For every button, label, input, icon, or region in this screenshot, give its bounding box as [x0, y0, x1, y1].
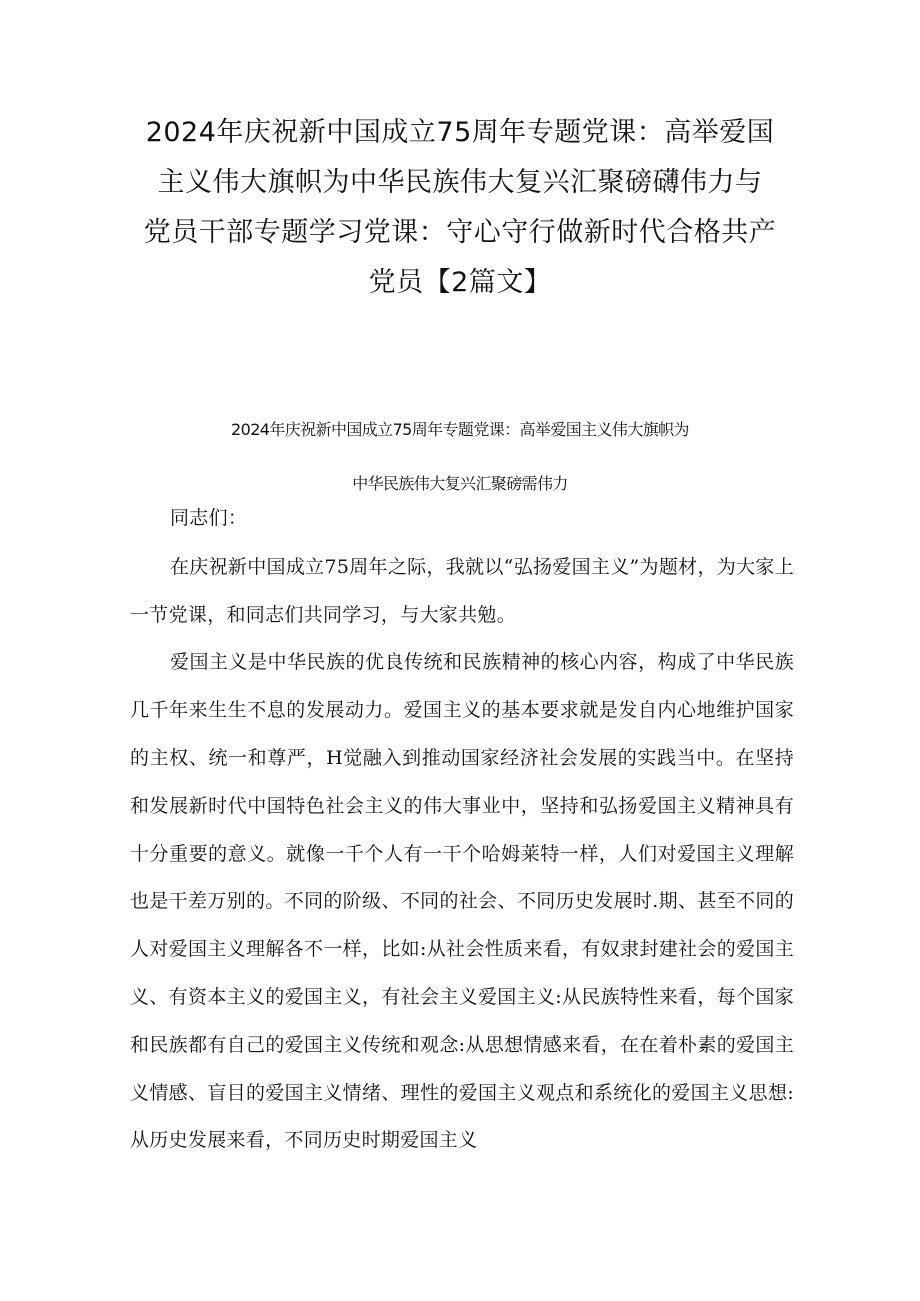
main-title-line-2: 主义伟大旗帜为中华民族伟大复兴汇聚磅礴伟力与 [157, 167, 763, 198]
main-title [120, 108, 800, 308]
main-title-line-3: 党员干部专题学习党课：守心守行做新时代合格共产 [143, 217, 777, 248]
salutation: 同志们： [170, 507, 248, 529]
main-title-line-4: 党员【2篇文】 [368, 267, 552, 298]
main-title-line-1: 2024年庆祝新中国成立75周年专题党课：高举爱国 [145, 117, 775, 148]
paragraph-2: 爱国主义是中华民族的优良传统和民族精神的核心内容，构成了中华民族几千年来生生不息的发展动力。爱国主义的基本要求就是发自内心地维护国家的主权、统一和尊严，H觉融入到推动国家经济社会发展的实践当中。在坚持和发展新时代中国特色社会主义的伟大事业中，坚持和弘扬爱国主义精神具有十分重要的意义。就像一千个人有一干个哈姆莱特一样，人们对爱国主义理解也是干差万别的。不同的阶级、不同的社会、不同历史发展时.期、甚至不同的人对爱国主义理解各不一样，比如:从社会性质来看，有奴隶封建社会的爱国主义、有资本主义的爱国主义，有社会主义爱国主义:从民族特性来看，每个国家和民族都有自己的爱国主义传统和观念:从思想情感来看，在在着朴素的爱国主义情感、盲目的爱国主义情绪、理性的爱国主义观点和系统化的爱国主义思想:从历史发展来看，不同历史时期爱国主义 [130, 651, 794, 1152]
body-text [130, 495, 794, 1165]
section-title-line-2: 中华民族伟大复兴汇聚磅需伟力 [352, 474, 568, 493]
paragraph-1: 在庆祝新中国成立75周年之际，我就以“弘扬爱国主义”为题材，为大家上一节党课，和同志们共同学习，与大家共勉。 [130, 555, 794, 626]
section-title-line-1: 2024年庆祝新中国成立75周年专题党课：高举爱国主义伟大旗帜为 [231, 420, 689, 439]
